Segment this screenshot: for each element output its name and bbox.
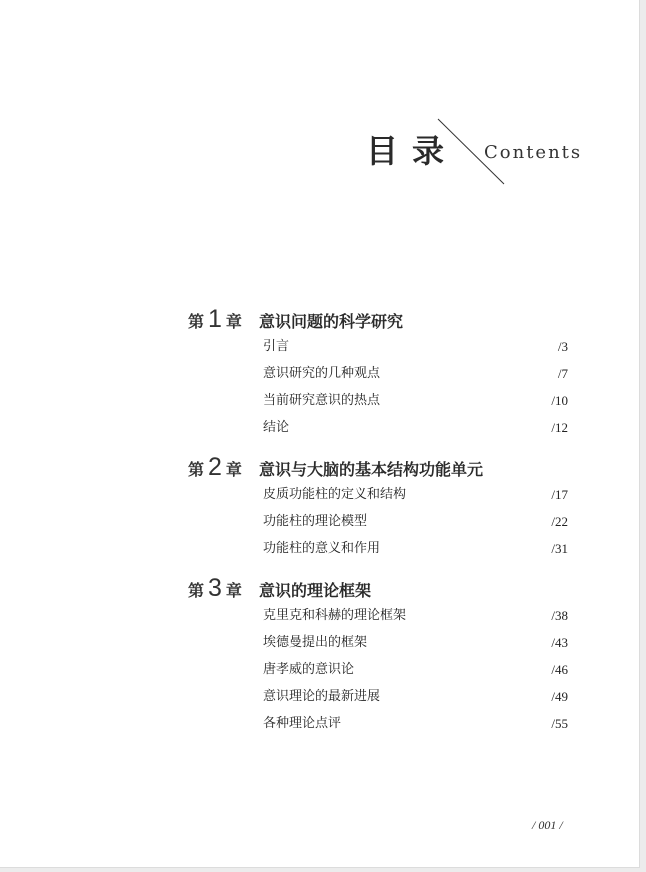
entry-page: /49 [551, 689, 568, 704]
chapter-title: 意识的理论框架 [258, 581, 371, 600]
entry-title: 意识研究的几种观点 [263, 366, 381, 381]
entry-page: /3 [557, 339, 568, 354]
chapter-1 [188, 305, 568, 441]
toc-title-english: Contents [484, 142, 583, 163]
entry-title: 当前研究意识的热点 [263, 393, 381, 408]
chapter-prefix: 第 [188, 460, 205, 479]
chapter-number: 1 [208, 305, 222, 333]
toc-entry[interactable] [188, 508, 568, 535]
entry-page: /55 [551, 716, 568, 731]
entry-title: 意识理论的最新进展 [263, 689, 381, 704]
entry-page: /7 [557, 366, 568, 381]
chapter-2 [188, 453, 568, 562]
chapter-title: 意识与大脑的基本结构功能单元 [258, 460, 483, 479]
toc-entry[interactable] [188, 414, 568, 441]
toc-entry[interactable] [188, 656, 568, 683]
chapter-prefix: 第 [188, 581, 205, 600]
chapter-heading[interactable] [188, 453, 568, 481]
entry-title: 唐孝威的意识论 [263, 662, 355, 677]
entry-title: 引言 [263, 339, 290, 354]
entry-title: 功能柱的意义和作用 [263, 541, 381, 556]
entry-title: 皮质功能柱的定义和结构 [263, 487, 407, 502]
chapter-3 [188, 574, 568, 737]
toc-entry[interactable] [188, 360, 568, 387]
toc-title-chinese: 目录 [366, 132, 459, 170]
toc-entry[interactable] [188, 535, 568, 562]
entry-title: 各种理论点评 [263, 716, 342, 731]
chapter-heading[interactable] [188, 574, 568, 602]
entry-title: 埃德曼提出的框架 [263, 635, 368, 650]
entry-page: /10 [551, 393, 568, 408]
entry-page: /46 [551, 662, 568, 677]
entry-page: /22 [551, 514, 568, 529]
entry-title: 功能柱的理论模型 [263, 514, 368, 529]
toc-entry[interactable] [188, 710, 568, 737]
entry-page: /17 [551, 487, 568, 502]
chapter-suffix: 章 [225, 460, 242, 479]
entry-page: /38 [551, 608, 568, 623]
toc-entry[interactable] [188, 387, 568, 414]
entry-page: /43 [551, 635, 568, 650]
chapter-title: 意识问题的科学研究 [258, 312, 403, 331]
toc-entry[interactable] [188, 629, 568, 656]
chapter-number: 3 [208, 574, 222, 602]
toc-entry[interactable] [188, 333, 568, 360]
chapter-suffix: 章 [225, 581, 242, 600]
chapter-prefix: 第 [188, 312, 205, 331]
chapter-number: 2 [208, 453, 222, 481]
entry-page: /12 [551, 420, 568, 435]
table-of-contents [188, 305, 568, 749]
entry-page: /31 [551, 541, 568, 556]
toc-entry[interactable] [188, 683, 568, 710]
toc-entry[interactable] [188, 602, 568, 629]
page-number: / 001 / [532, 818, 563, 832]
toc-entry[interactable] [188, 481, 568, 508]
chapter-heading[interactable] [188, 305, 568, 333]
entry-title: 结论 [263, 420, 290, 435]
chapter-suffix: 章 [225, 312, 242, 331]
entry-title: 克里克和科赫的理论框架 [263, 608, 407, 623]
